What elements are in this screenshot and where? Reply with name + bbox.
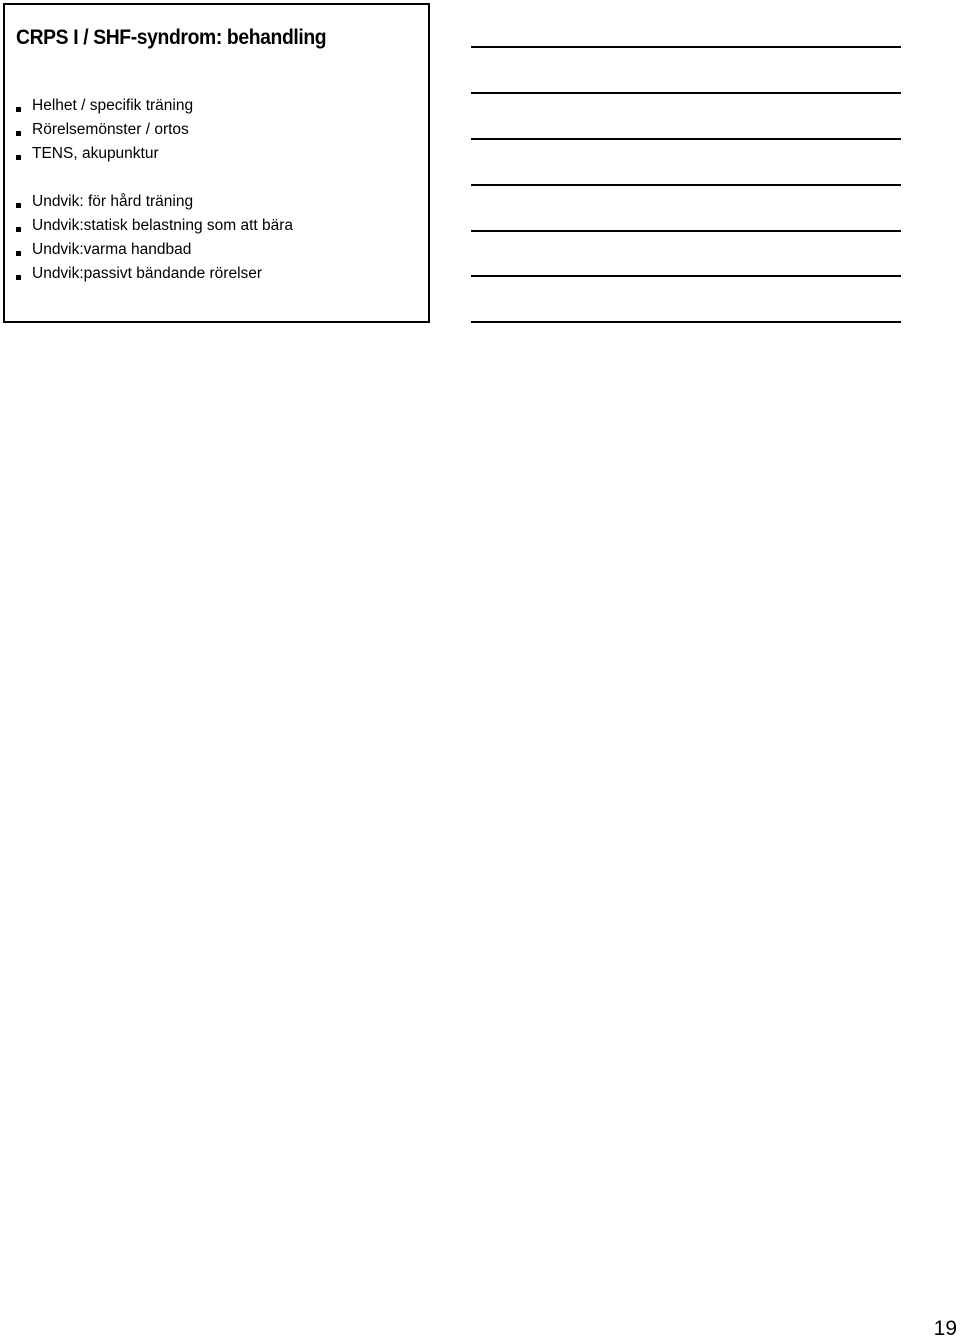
list-item [16, 238, 293, 262]
square-bullet-icon [16, 275, 21, 280]
page-number: 19 [933, 1317, 957, 1340]
list-item-text: TENS, akupunktur [32, 145, 159, 162]
square-bullet-icon [16, 131, 21, 136]
bullet-list-treatment [16, 94, 193, 166]
note-line [471, 184, 901, 186]
list-item-text: Undvik:statisk belastning som att bära [32, 217, 294, 234]
slide-frame [3, 3, 430, 323]
note-line [471, 275, 901, 277]
note-line [471, 92, 901, 94]
list-item [16, 118, 193, 142]
list-item [16, 142, 193, 166]
list-item [16, 214, 293, 238]
square-bullet-icon [16, 203, 21, 208]
square-bullet-icon [16, 155, 21, 160]
notes-lines [471, 0, 901, 330]
bullet-list-avoid [16, 190, 293, 286]
list-item-text: Undvik:varma handbad [32, 241, 192, 258]
list-item-text: Undvik: för hård träning [32, 193, 194, 210]
slide-title: CRPS I / SHF-syndrom: behandling [16, 26, 327, 49]
note-line [471, 321, 901, 323]
list-item [16, 262, 293, 286]
square-bullet-icon [16, 227, 21, 232]
note-line [471, 138, 901, 140]
note-line [471, 230, 901, 232]
list-item [16, 190, 293, 214]
list-item-text: Helhet / specifik träning [32, 97, 194, 114]
list-item-text: Rörelsemönster / ortos [32, 121, 189, 138]
list-item [16, 94, 193, 118]
note-line [471, 46, 901, 48]
square-bullet-icon [16, 107, 21, 112]
square-bullet-icon [16, 251, 21, 256]
list-item-text: Undvik:passivt bändande rörelser [32, 265, 263, 282]
